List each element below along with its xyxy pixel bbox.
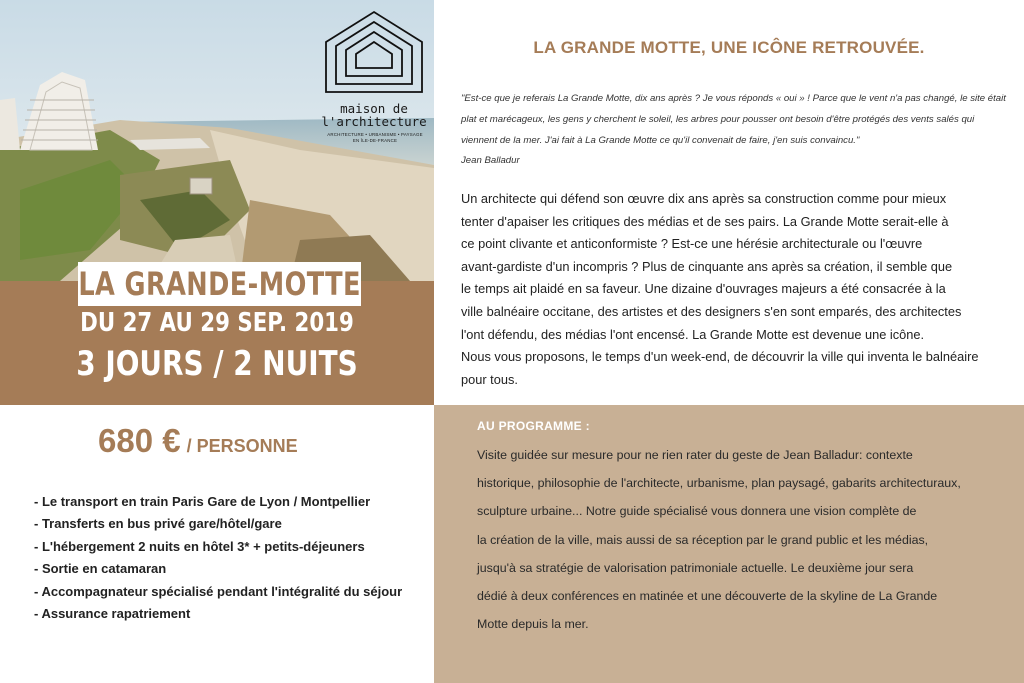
price-amount: 680 €: [98, 422, 181, 459]
list-item: - Sortie en catamaran: [34, 561, 167, 577]
body-line: ce point clivante et anticonformiste ? Est-ce une hérésie architecturale ou l'œuvre: [461, 236, 923, 252]
trip-dates: DU 27 AU 29 SEP. 2019: [80, 308, 354, 338]
title-box: [78, 262, 361, 306]
article-body: [461, 188, 978, 391]
maison-architecture-logo: [318, 8, 430, 158]
program-line: la création de la ville, mais aussi de sa réception par le grand public et les médias,: [477, 532, 929, 547]
list-item: - L'hébergement 2 nuits en hôtel 3* + petits-déjeuners: [34, 538, 365, 554]
trip-duration: 3 JOURS / 2 NUITS: [76, 344, 358, 384]
program-line: Motte depuis la mer.: [477, 617, 589, 632]
list-item: - Accompagnateur spécialisé pendant l'intégralité du séjour: [34, 583, 403, 599]
body-line: le temps ait plaidé en sa faveur. Une dizaine d'ouvrages majeurs a été consacrée à la: [461, 281, 946, 297]
program-line: sculpture urbaine... Notre guide spécialisé vous donnera une vision complète de: [477, 504, 917, 519]
program-line: historique, philosophie de l'architecte, urbanisme, plan paysagé, gabarits architecturaux,: [477, 476, 961, 491]
program-line: jusqu'à sa stratégie de valorisation patrimoniale actuelle. Le deuxième jour sera: [477, 560, 914, 575]
article-headline: LA GRANDE MOTTE, UNE ICÔNE RETROUVÉE.: [533, 38, 925, 57]
logo-name: maison de l'architecture: [321, 101, 427, 129]
inclusions-list: [34, 491, 402, 625]
body-line: l'ont défendu, des médias l'ont encensé. La Grande Motte est devenue une icône.: [461, 326, 925, 342]
list-item: - Le transport en train Paris Gare de Lyon / Montpellier: [34, 494, 371, 509]
destination-title: LA GRANDE-MOTTE: [78, 265, 361, 303]
program-text: [477, 441, 961, 638]
price: [98, 422, 298, 460]
logo-tagline: ARCHITECTURE • URBANISME • PAYSAGE EN ÎLE-DE-FRANCE: [327, 132, 423, 143]
program-line: dédié à deux conférences en matinée et une découverte de la skyline de La Grande: [477, 588, 938, 603]
program-title: AU PROGRAMME :: [477, 419, 590, 433]
body-line: ville balnéaire occitane, des artistes et des designers s'en sont emparés, des architectes: [461, 303, 962, 319]
list-item: - Transferts en bus privé gare/hôtel/gare: [34, 516, 282, 532]
house-outline-icon: [318, 8, 430, 100]
quote-text: "Est-ce que je referais La Grande Motte, dix ans après ? Je vous réponds « oui » ! Parce que le vent n'a pas changé, le site était plat et marécageux, les gens y cherchent le soleil, les arbres pour pousser ont besoin d'être protégés des vents salés qui viennent de la mer. J'ai fait à La Grande Motte ce qu'il convenait de faire, j'en suis convaincu.": [461, 93, 1006, 146]
body-line: Nous vous proposons, le temps d'un week-end, de découvrir la ville qui inventa le balnéaire: [461, 349, 979, 365]
list-item: - Assurance rapatriement: [34, 605, 191, 621]
body-line: tenter d'apaiser les critiques des médias et de ses pairs. La Grande Motte serait-elle à: [461, 213, 949, 229]
body-line: avant-gardiste d'un incompris ? Plus de cinquante ans après sa création, il semble que: [461, 258, 953, 274]
quote-author: Jean Balladur: [461, 155, 520, 166]
body-line: pour tous.: [461, 371, 518, 387]
program-line: Visite guidée sur mesure pour ne rien rater du geste de Jean Balladur: contexte: [477, 448, 913, 462]
body-line: Un architecte qui défend son œuvre dix ans après sa construction comme pour mieux: [461, 191, 947, 206]
hero-photo: [0, 0, 434, 281]
price-unit: / PERSONNE: [186, 436, 298, 456]
